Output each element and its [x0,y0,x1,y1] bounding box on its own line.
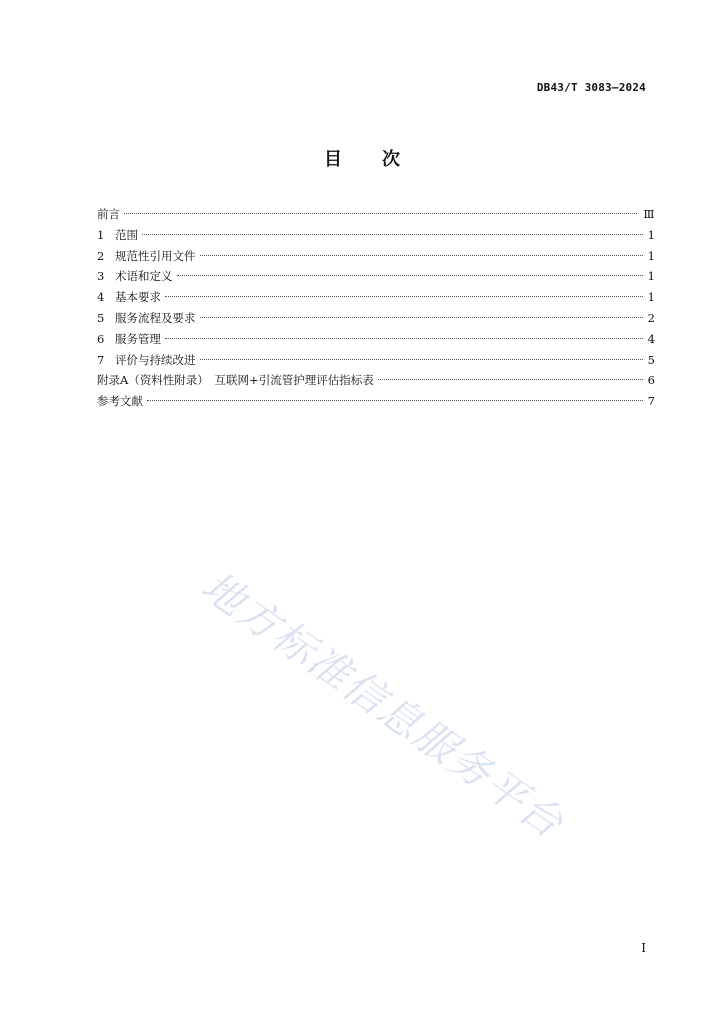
toc-item-service-process[interactable] [97,308,655,329]
toc-leader-dots [165,338,643,339]
toc-leader-dots [200,359,644,360]
toc-item-number: 3 [97,269,105,284]
toc-leader-dots [200,255,644,256]
toc-leader-dots [177,275,644,276]
toc-item-page: 1 [647,290,655,305]
toc-item-service-management[interactable] [97,329,655,350]
toc-item-number: 2 [97,248,105,263]
toc-item-evaluation[interactable] [97,350,655,371]
toc-item-text: 前言 [97,207,120,221]
toc-item-number: 7 [97,352,105,367]
toc-item-basic-requirements[interactable] [97,287,655,308]
toc-item-bibliography[interactable] [97,391,655,412]
toc-item-number: 6 [97,331,105,346]
toc-item-text: 术语和定义 [115,269,173,284]
toc-item-page: 6 [647,373,655,388]
toc-item-text: 服务流程及要求 [115,310,196,325]
toc-item-number: 1 [97,227,105,242]
toc-item-page: 1 [647,227,655,242]
toc-item-text: 范围 [115,227,138,242]
toc-item-text: 基本要求 [115,290,161,305]
toc-leader-dots [142,234,643,235]
toc-title-char-1: 目 [324,149,342,170]
toc-item-scope[interactable] [97,225,655,246]
toc-leader-dots [378,379,643,380]
toc-item-normative-references[interactable] [97,246,655,267]
toc-item-text: 评价与持续改进 [115,352,196,367]
toc-item-page: 1 [647,269,655,284]
toc-item-number: 4 [97,290,105,305]
page-number: I [641,941,646,955]
watermark: 地方标准信息服务平台 [193,561,573,848]
toc-item-page: Ⅲ [643,207,655,221]
toc-item-page: 4 [647,331,655,346]
toc-item-text: 服务管理 [115,331,161,346]
toc-item-page: 5 [647,352,655,367]
toc-item-text: 规范性引用文件 [115,248,196,263]
toc-item-number: 5 [97,310,105,325]
toc-leader-dots [165,296,643,297]
toc-leader-dots [147,400,643,401]
toc-item-appendix-a[interactable] [97,370,655,391]
toc-title [0,145,724,171]
toc-list [97,204,655,412]
toc-item-page: 2 [647,310,655,325]
toc-item-text: 附录A（资料性附录） 互联网+引流管护理评估指标表 [97,373,374,388]
toc-item-text: 参考文献 [97,394,143,409]
toc-item-page: 7 [647,394,655,409]
toc-leader-dots [124,213,637,214]
standard-code: DB43/T 3083—2024 [536,81,646,94]
toc-title-char-2: 次 [382,149,400,170]
toc-item-terms-definitions[interactable] [97,266,655,287]
toc-leader-dots [200,317,644,318]
toc-item-page: 1 [647,248,655,263]
toc-item-preface[interactable] [97,204,655,225]
